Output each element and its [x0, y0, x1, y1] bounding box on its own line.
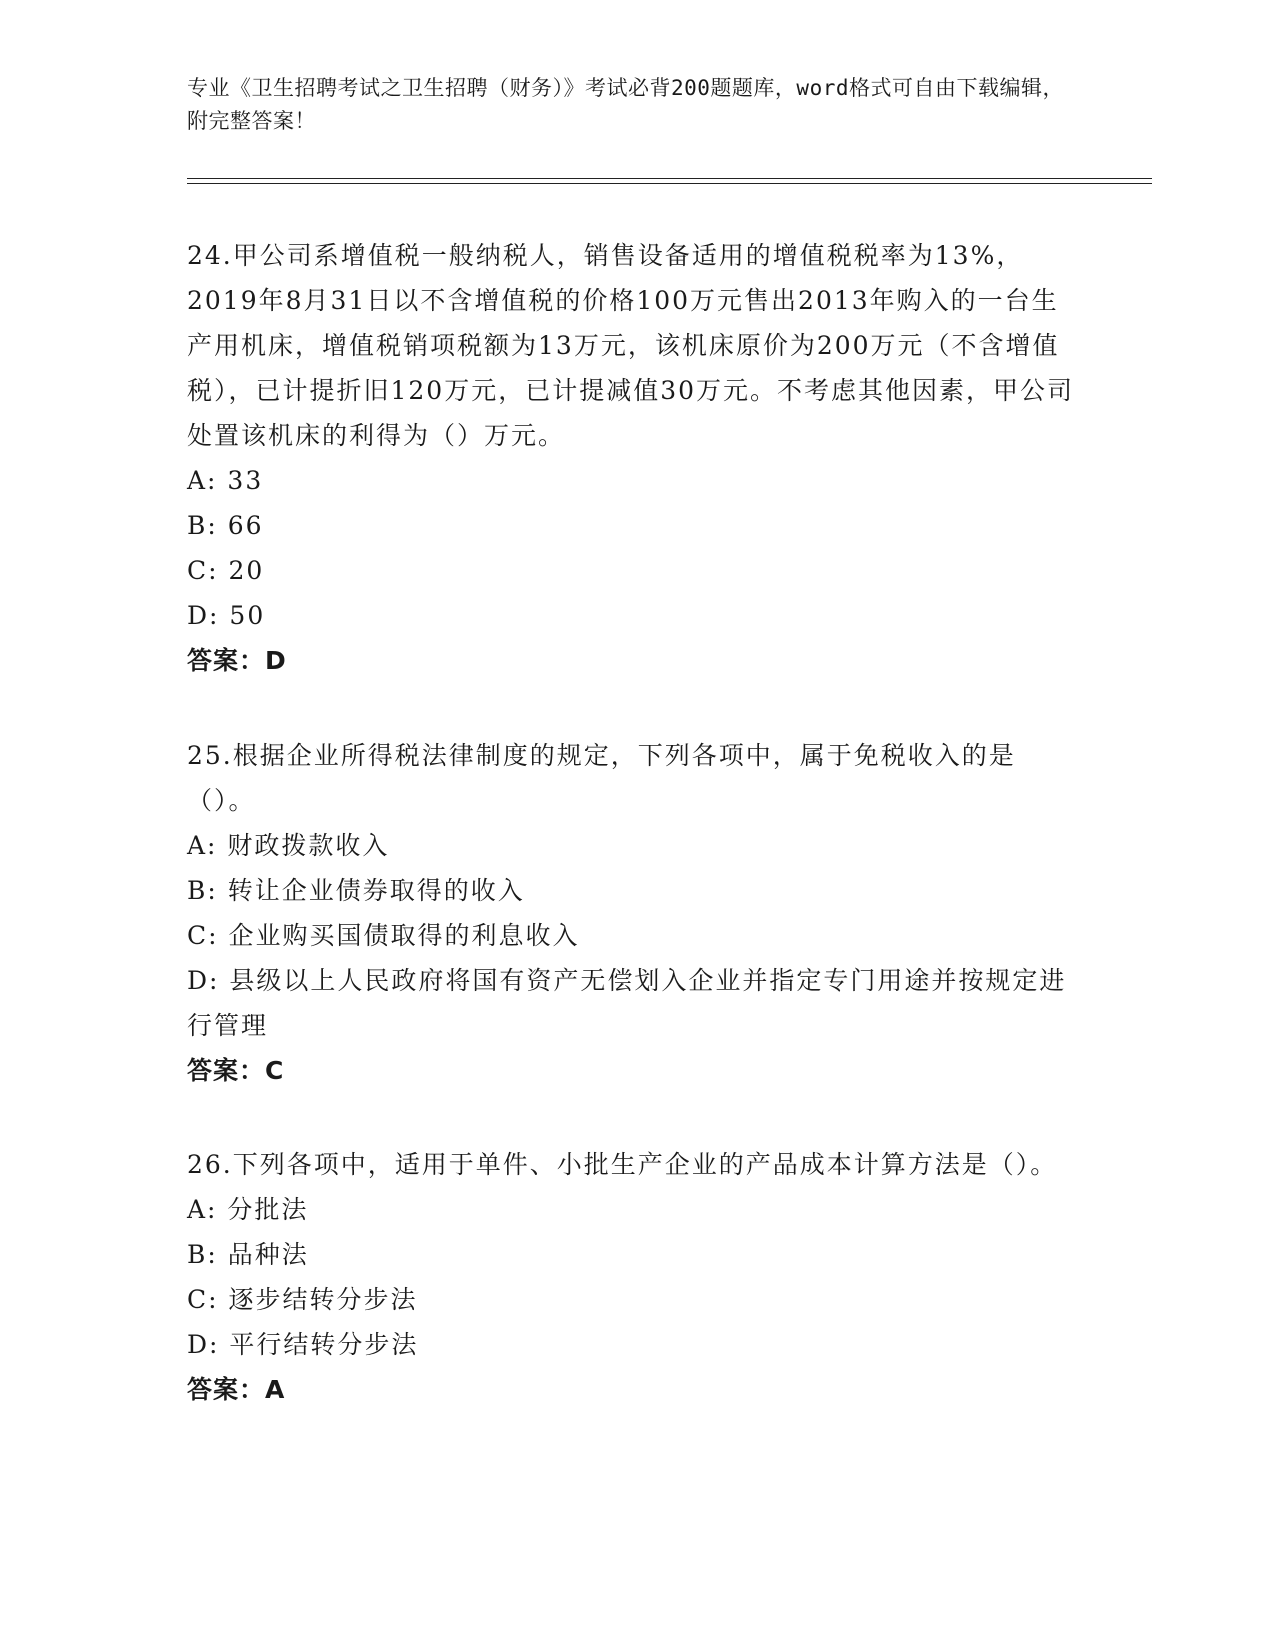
- option-c: C: 20: [187, 556, 265, 585]
- header-divider-top: [187, 178, 1152, 179]
- option-d: D: 县级以上人民政府将国有资产无偿划入企业并指定专门用途并按规定进行管理: [187, 966, 1067, 1040]
- header-divider-bottom: [187, 183, 1152, 184]
- option-a: A: 财政拨款收入: [187, 831, 390, 860]
- option-b: B: 品种法: [187, 1240, 309, 1269]
- option-d: D: 50: [187, 601, 266, 630]
- question-stem: 26.下列各项中，适用于单件、小批生产企业的产品成本计算方法是（）。: [187, 1150, 1058, 1179]
- option-b: B: 66: [187, 511, 264, 540]
- option-c: C: 逐步结转分步法: [187, 1285, 418, 1314]
- document-header: 专业《卫生招聘考试之卫生招聘（财务）》考试必背200题题库，word格式可自由下载编辑，附完整答案！: [187, 76, 1064, 133]
- question-24: [187, 233, 1077, 683]
- option-a: A: 33: [187, 466, 264, 495]
- option-b: B: 转让企业债券取得的收入: [187, 876, 525, 905]
- question-26: [187, 1142, 1077, 1412]
- option-d: D: 平行结转分步法: [187, 1330, 419, 1359]
- option-c: C: 企业购买国债取得的利息收入: [187, 921, 580, 950]
- question-stem: 25.根据企业所得税法律制度的规定，下列各项中，属于免税收入的是（）。: [187, 741, 1016, 815]
- answer-label: 答案：C: [187, 1056, 285, 1085]
- answer-label: 答案：A: [187, 1375, 286, 1404]
- question-25: [187, 733, 1077, 1093]
- option-a: A: 分批法: [187, 1195, 309, 1224]
- question-stem: 24.甲公司系增值税一般纳税人，销售设备适用的增值税税率为13%，2019年8月31日以不含增值税的价格100万元售出2013年购入的一台生产用机床，增值税销项税额为13万元，该机床原价为200万元（不含增值税），已计提折旧120万元，已计提减值30万元。不考虑其他因素，甲公司处置该机床的利得为（）万元。: [187, 241, 1075, 450]
- answer-label: 答案：D: [187, 646, 287, 675]
